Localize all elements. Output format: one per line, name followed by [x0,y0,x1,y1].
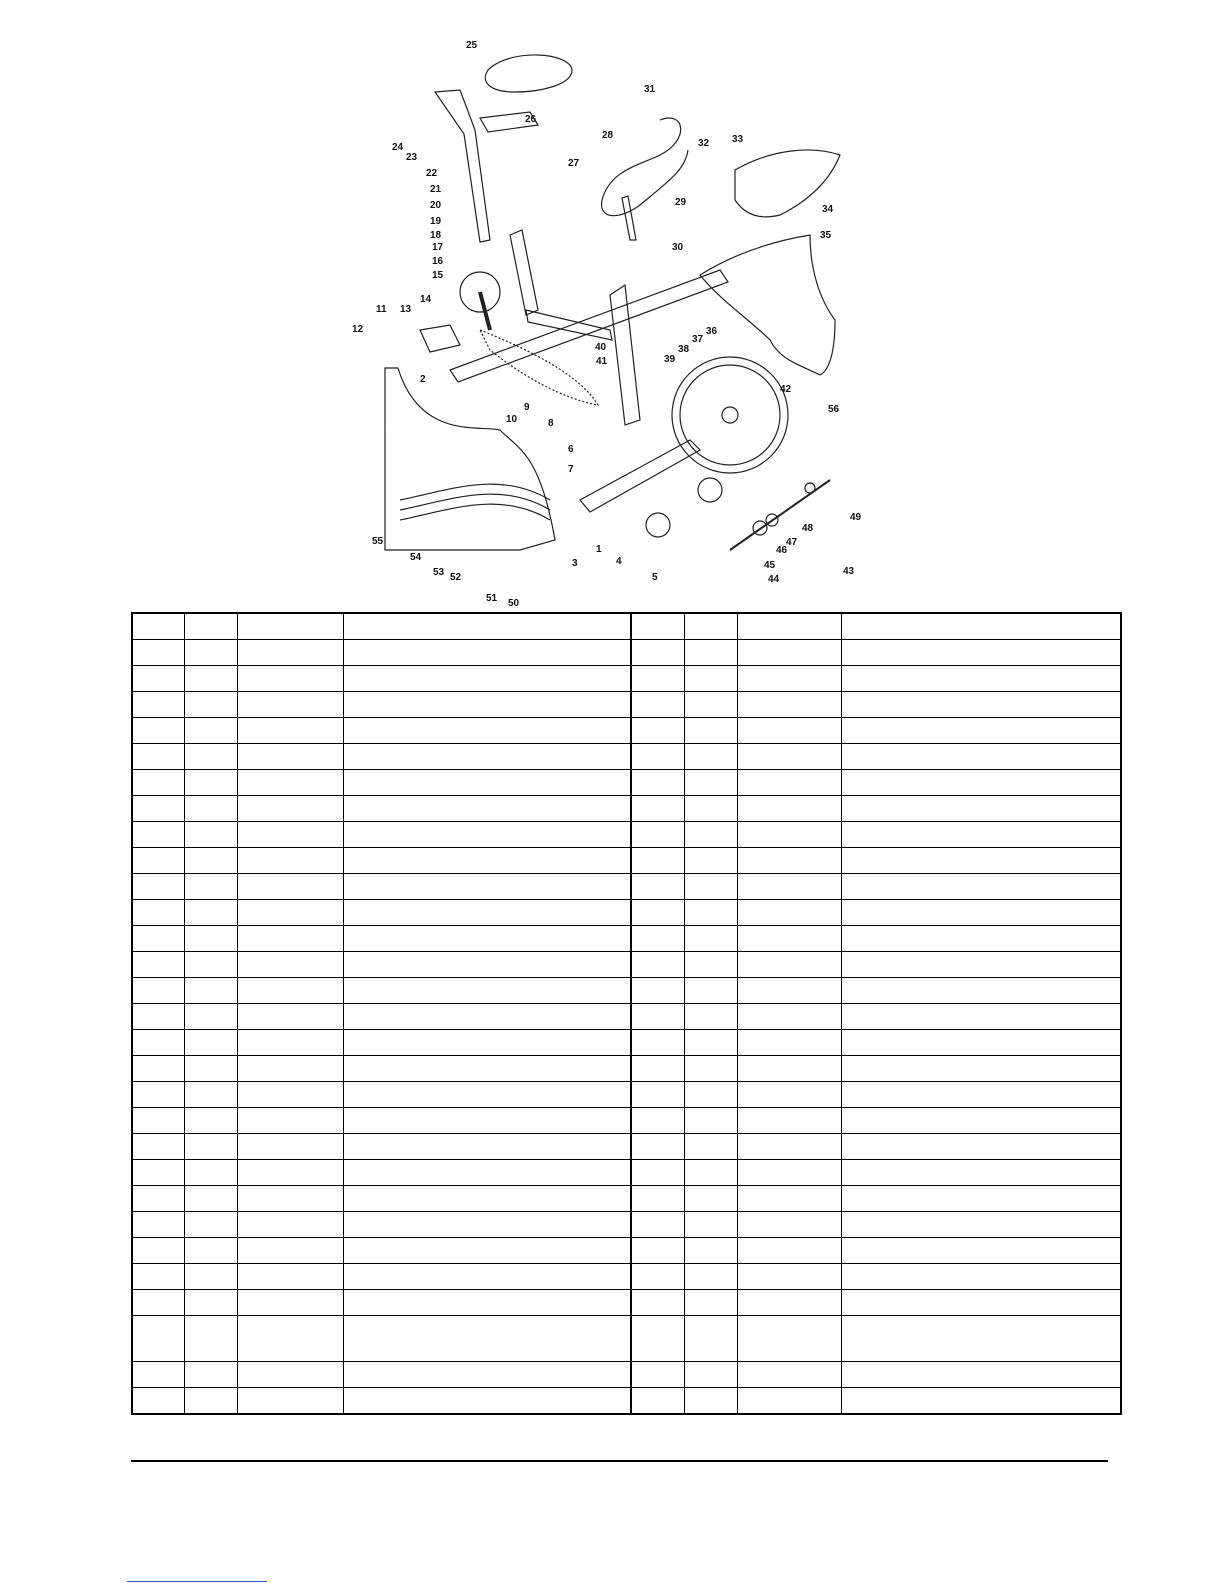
callout: 12 [352,324,364,335]
callout: 38 [678,344,690,355]
callout: 16 [432,256,444,267]
callout: 7 [568,464,574,475]
table-row [132,1186,1121,1212]
footer-link-underline[interactable] [127,1581,267,1582]
callout: 2 [420,374,426,385]
parts-list-table [131,612,1122,1415]
table-row [132,1212,1121,1238]
callout: 30 [672,242,684,253]
table-row [132,1362,1121,1388]
table-row [132,796,1121,822]
callout: 8 [548,418,554,429]
callout: 14 [420,294,432,305]
callout: 39 [664,354,676,365]
table-row [132,1004,1121,1030]
callout: 9 [524,402,530,413]
callout: 45 [764,560,776,571]
table-row [132,952,1121,978]
parts-table-body [132,613,1121,1414]
callout: 54 [410,552,422,563]
table-row [132,1160,1121,1186]
callout: 5 [652,572,658,583]
footer-divider [131,1460,1108,1462]
table-row [132,1134,1121,1160]
table-row [132,1056,1121,1082]
callout: 3 [572,558,578,569]
bike-drawing [340,30,900,615]
callout: 36 [706,326,718,337]
callout: 53 [433,567,445,578]
callout: 29 [675,197,687,208]
frame-front-post [610,285,640,425]
table-row [132,822,1121,848]
callout: 35 [820,230,832,241]
callout: 52 [450,572,462,583]
table-row [132,1264,1121,1290]
frame-top-tube [450,270,728,382]
callout: 32 [698,138,710,149]
callout: 11 [376,304,387,315]
callout: 20 [430,200,442,211]
frame-rear-post [510,230,538,315]
callout: 22 [426,168,438,179]
callout: 55 [372,536,384,547]
table-row [132,874,1121,900]
callout: 28 [602,130,614,141]
callout: 26 [525,114,537,125]
table-row [132,900,1121,926]
table-row [132,718,1121,744]
callout: 23 [406,152,418,163]
callout: 10 [506,414,518,425]
callout: 27 [568,158,580,169]
callout: 41 [596,356,608,367]
table-row [132,744,1121,770]
handlebar-stem [622,196,636,240]
callout: 24 [392,142,404,153]
callout: 4 [616,556,622,567]
callout: 18 [430,230,442,241]
table-row [132,666,1121,692]
table-row [132,1108,1121,1134]
callout: 44 [768,574,780,585]
callout: 1 [596,544,602,555]
callout: 46 [776,545,788,556]
callout: 15 [432,270,444,281]
exploded-parts-diagram [340,30,900,615]
table-row [132,1082,1121,1108]
callout: 47 [786,537,798,548]
table-row [132,692,1121,718]
callout: 43 [843,566,855,577]
callout: 21 [430,184,442,195]
table-row [132,770,1121,796]
callout: 40 [595,342,607,353]
callout: 31 [644,84,656,95]
pedal [420,325,460,352]
callout: 51 [486,593,498,604]
callout: 13 [400,304,412,315]
seat [485,55,572,92]
table-row [132,848,1121,874]
callout: 56 [828,404,840,415]
callout: 37 [692,334,704,345]
crank [480,292,490,330]
callout: 42 [780,384,792,395]
front-wheel [698,478,722,502]
seat-post [435,90,490,242]
table-row [132,613,1121,640]
table-row [132,1238,1121,1264]
callout: 33 [732,134,744,145]
callout: 19 [430,216,442,227]
rear-wheel [646,513,670,537]
table-row [132,1316,1121,1362]
callout: 50 [508,598,520,609]
callout-labels [352,40,862,609]
frame-base [580,440,700,512]
callout: 6 [568,444,574,455]
right-cover [700,235,835,375]
flywheel [672,357,788,473]
table-row [132,1030,1121,1056]
callout: 17 [432,242,444,253]
callout: 25 [466,40,478,51]
left-cover [385,368,555,550]
table-row [132,1290,1121,1316]
callout: 34 [822,204,834,215]
callout: 49 [850,512,862,523]
table-row [132,926,1121,952]
table-row [132,978,1121,1004]
table-row [132,1388,1121,1415]
table-row [132,640,1121,666]
callout: 48 [802,523,814,534]
